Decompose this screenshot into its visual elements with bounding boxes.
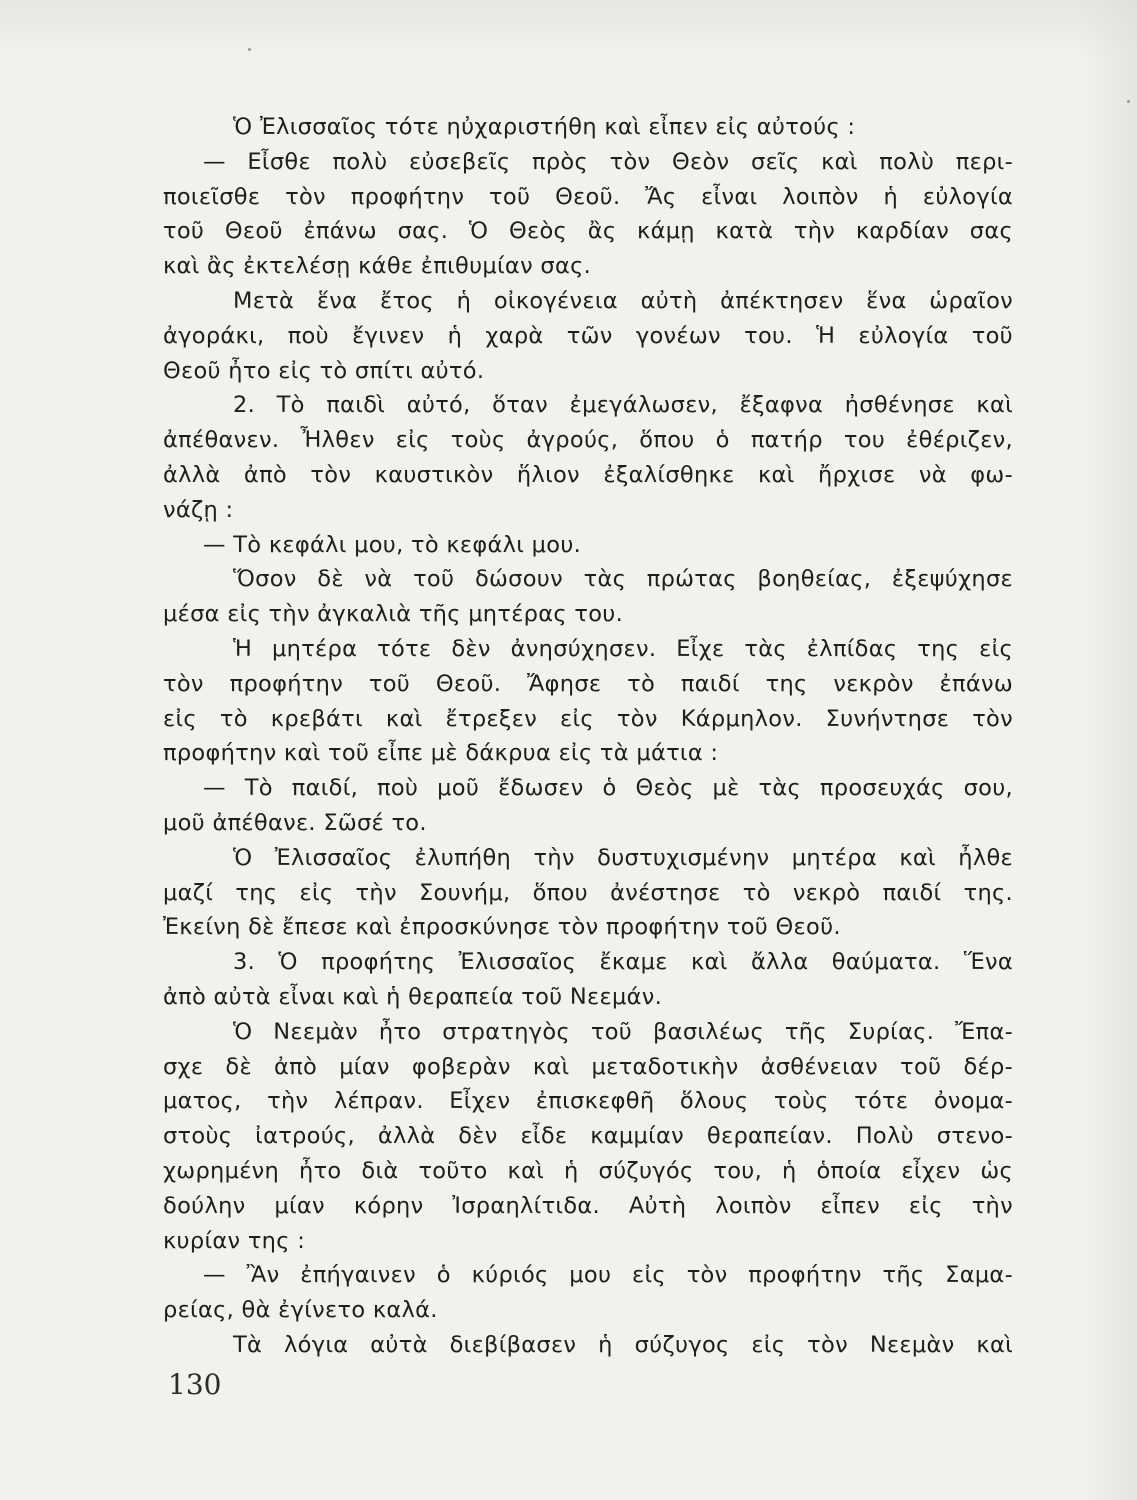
text-line: σχε δὲ ἀπὸ μίαν φοβερὰν καὶ μεταδοτικὴν ἀσθένειαν τοῦ δέρ- <box>163 1053 1013 1080</box>
text-line: καὶ ἂς ἐκτελέσῃ κάθε ἐπιθυμίαν σας. <box>163 253 592 280</box>
text-line: Ὁ Ἐλισσαῖος τότε ηὐχαριστήθη καὶ εἶπεν εἰς αὐτούς : <box>233 114 856 140</box>
text-line: Θεοῦ ἦτο εἰς τὸ σπίτι αὐτό. <box>163 357 485 384</box>
text-line: νάζῃ : <box>163 496 234 523</box>
text-line: — Εἶσθε πολὺ εὐσεβεῖς πρὸς τὸν Θεὸν σεῖς καὶ πολὺ περι- <box>203 148 1013 175</box>
text-line: Ὅσον δὲ νὰ τοῦ δώσουν τὰς πρώτας βοηθείας, ἐξεψύχησε <box>233 566 1013 593</box>
text-line: — Τὸ παιδί, ποὺ μοῦ ἔδωσεν ὁ Θεὸς μὲ τὰς προσευχάς σου, <box>203 775 1013 802</box>
text-line: μοῦ ἀπέθανε. Σῶσέ το. <box>163 809 427 836</box>
text-line: — Τὸ κεφάλι μου, τὸ κεφάλι μου. <box>203 531 582 558</box>
text-line: 3. Ὁ προφήτης Ἐλισσαῖος ἔκαμε καὶ ἄλλα θαύματα. Ἕνα <box>233 949 1013 976</box>
text-line: Τὰ λόγια αὐτὰ διεβίβασεν ἡ σύζυγος εἰς τὸν Νεεμὰν καὶ <box>233 1331 1013 1358</box>
text-line: ἀγοράκι, ποὺ ἔγινεν ἡ χαρὰ τῶν γονέων του. Ἡ εὐλογία τοῦ <box>163 322 1013 349</box>
page-right-shadow <box>1077 0 1137 1500</box>
text-line: κυρίαν της : <box>163 1227 306 1254</box>
page-top-shadow <box>0 0 1137 60</box>
text-line: τοῦ Θεοῦ ἐπάνω σας. Ὁ Θεὸς ἂς κάμῃ κατὰ τὴν καρδίαν σας <box>163 218 1013 245</box>
text-line: προφήτην καὶ τοῦ εἶπε μὲ δάκρυα εἰς τὰ μάτια : <box>163 740 719 767</box>
text-line: ματος, τὴν λέπραν. Εἶχεν ἐπισκεφθῆ ὅλους τοὺς τότε ὀνομα- <box>163 1088 1013 1115</box>
text-line: ποιεῖσθε τὸν προφήτην τοῦ Θεοῦ. Ἄς εἶναι λοιπὸν ἡ εὐλογία <box>163 183 1013 210</box>
text-line: μαζί της εἰς τὴν Σουνήμ, ὅπου ἀνέστησε τὸ νεκρὸ παιδί της. <box>163 879 1013 906</box>
text-line: Ὁ Ἐλισσαῖος ἐλυπήθη τὴν δυστυχισμένην μητέρα καὶ ἦλθε <box>233 844 1013 871</box>
text-line: τὸν προφήτην τοῦ Θεοῦ. Ἄφησε τὸ παιδί της νεκρὸν ἐπάνω <box>163 670 1013 697</box>
text-line: στοὺς ἰατρούς, ἀλλὰ δὲν εἶδε καμμίαν θεραπείαν. Πολὺ στενο- <box>163 1123 1013 1150</box>
text-line: δούλην μίαν κόρην Ἰσραηλίτιδα. Αὐτὴ λοιπὸν εἶπεν εἰς τὴν <box>163 1192 1013 1219</box>
text-line: Μετὰ ἕνα ἔτος ἡ οἰκογένεια αὐτὴ ἀπέκτησεν ἕνα ὡραῖον <box>233 287 1013 314</box>
text-line: Ὁ Νεεμὰν ἦτο στρατηγὸς τοῦ βασιλέως τῆς Συρίας. Ἔπα- <box>233 1018 1013 1045</box>
paper-speck <box>248 48 251 51</box>
text-line: — Ἂν ἐπήγαινεν ὁ κύριός μου εἰς τὸν προφήτην τῆς Σαμα- <box>203 1262 1013 1289</box>
page-body-text <box>163 110 1013 1363</box>
text-line: ἀπὸ αὐτὰ εἶναι καὶ ἡ θεραπεία τοῦ Νεεμάν. <box>163 983 663 1010</box>
text-line: εἰς τὸ κρεβάτι καὶ ἔτρεξεν εἰς τὸν Κάρμηλον. Συνήντησε τὸν <box>163 705 1013 732</box>
text-line: χωρημένη ἦτο διὰ τοῦτο καὶ ἡ σύζυγός του, ἡ ὁποία εἶχεν ὡς <box>163 1157 1013 1184</box>
text-line: Ἡ μητέρα τότε δὲν ἀνησύχησεν. Εἶχε τὰς ἐλπίδας της εἰς <box>233 635 1013 662</box>
text-line: μέσα εἰς τὴν ἀγκαλιὰ τῆς μητέρας του. <box>163 601 624 628</box>
paper-speck <box>1127 100 1130 103</box>
page-number: 130 <box>168 1368 222 1401</box>
text-line: ἀλλὰ ἀπὸ τὸν καυστικὸν ἥλιον ἐξαλίσθηκε καὶ ἤρχισε νὰ φω- <box>163 461 1013 488</box>
text-line: ρείας, θὰ ἐγίνετο καλά. <box>163 1297 438 1324</box>
text-line: ἀπέθανεν. Ἦλθεν εἰς τοὺς ἀγρούς, ὅπου ὁ πατήρ του ἐθέριζεν, <box>163 427 1013 454</box>
text-line: Ἐκείνη δὲ ἔπεσε καὶ ἐπροσκύνησε τὸν προφήτην τοῦ Θεοῦ. <box>163 914 841 941</box>
text-line: 2. Τὸ παιδὶ αὐτό, ὅταν ἐμεγάλωσεν, ἔξαφνα ἠσθένησε καὶ <box>233 392 1013 419</box>
